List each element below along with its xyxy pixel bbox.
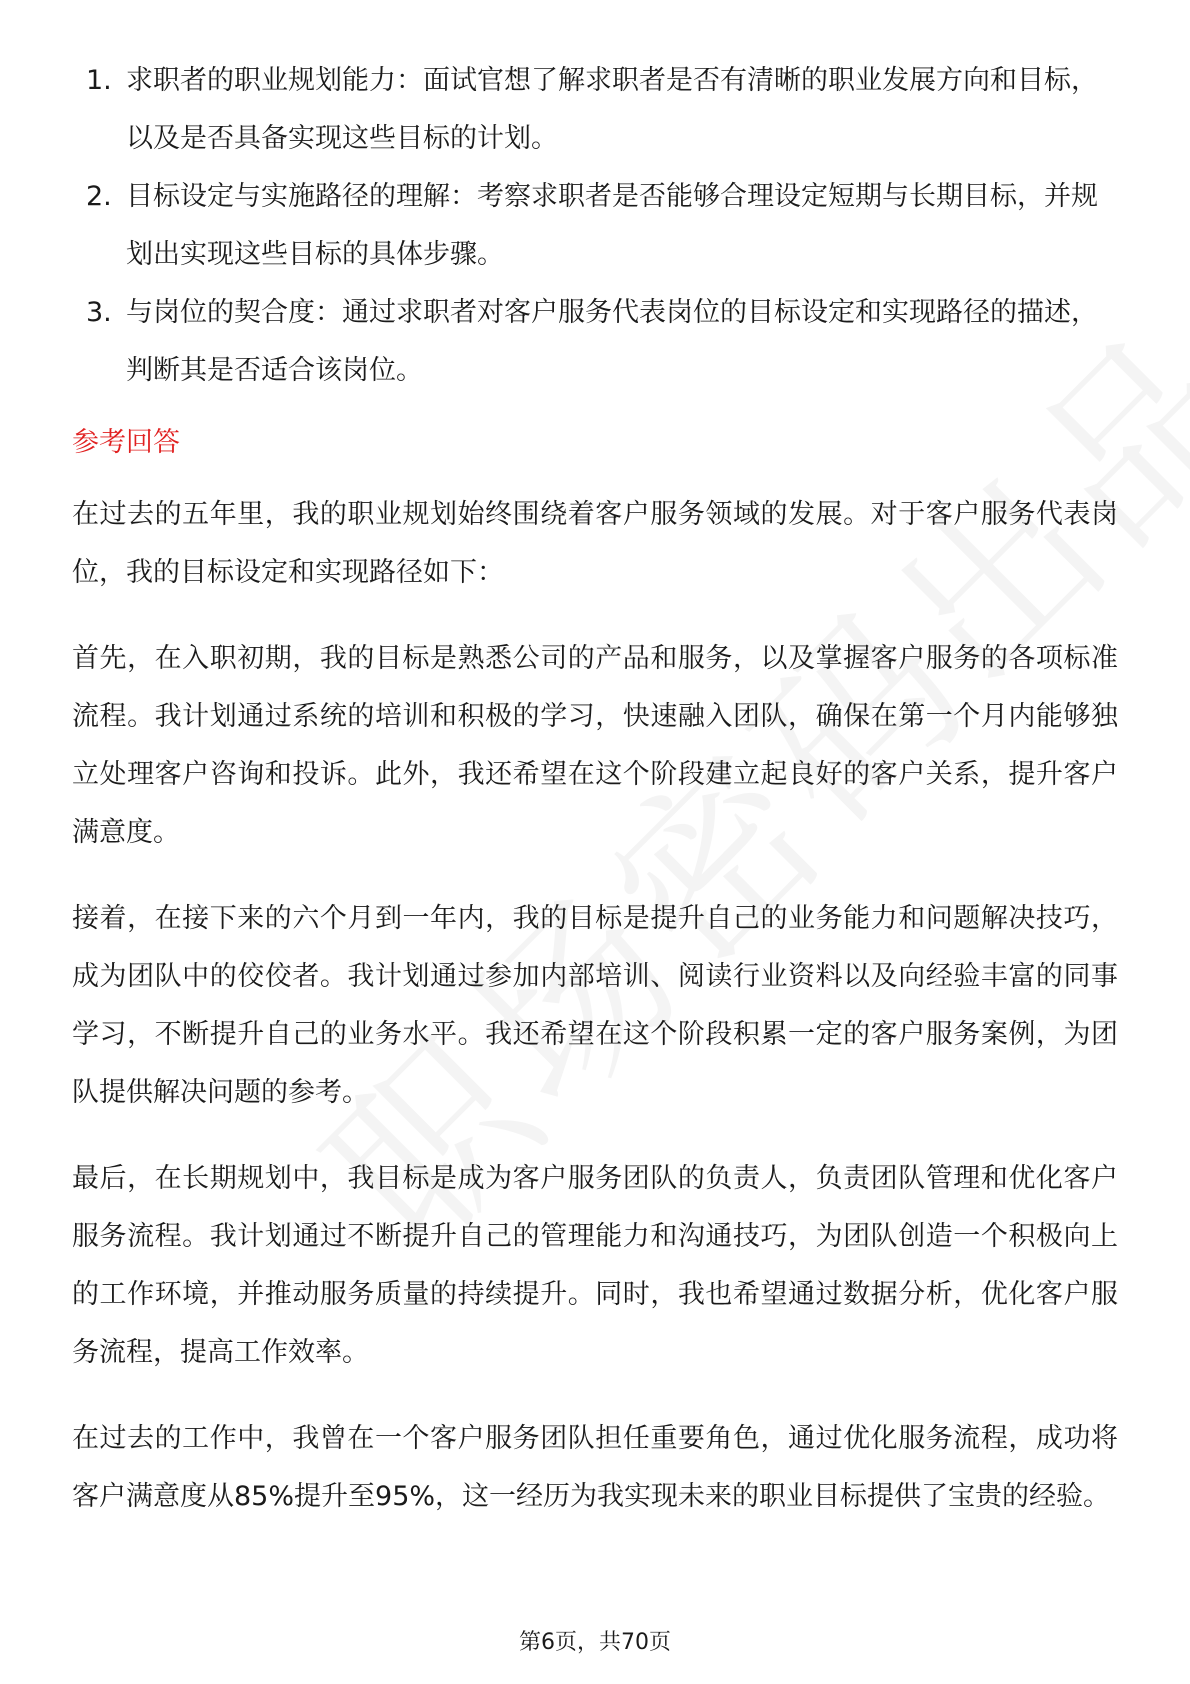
content <box>72 52 1118 1554</box>
answer-paragraph: 首先，在入职初期，我的目标是熟悉公司的产品和服务，以及掌握客户服务的各项标准流程。我计划通过系统的培训和积极的学习，快速融入团队，确保在第一个月内能够独立处理客户咨询和投诉。此外，我还希望在这个阶段建立起良好的客户关系，提升客户满意度。 <box>72 643 1118 848</box>
criteria-list <box>72 52 1118 400</box>
list-number: 2. <box>86 181 112 212</box>
answer-paragraph: 在过去的五年里，我的职业规划始终围绕着客户服务领域的发展。对于客户服务代表岗位，我的目标设定和实现路径如下： <box>72 499 1118 588</box>
answer-paragraph: 接着，在接下来的六个月到一年内，我的目标是提升自己的业务能力和问题解决技巧，成为团队中的佼佼者。我计划通过参加内部培训、阅读行业资料以及向经验丰富的同事学习，不断提升自己的业务水平。我还希望在这个阶段积累一定的客户服务案例，为团队提供解决问题的参考。 <box>72 903 1118 1108</box>
list-item <box>72 168 1118 284</box>
list-item <box>72 52 1118 168</box>
list-item-text: 求职者的职业规划能力：面试官想了解求职者是否有清晰的职业发展方向和目标，以及是否具备实现这些目标的计划。 <box>126 65 1098 154</box>
answer-section-title: 参考回答 <box>72 427 180 458</box>
answer-paragraph: 在过去的工作中，我曾在一个客户服务团队担任重要角色，通过优化服务流程，成功将客户满意度从85%提升至95%，这一经历为我实现未来的职业目标提供了宝贵的经验。 <box>72 1423 1118 1512</box>
list-number: 1. <box>86 65 112 96</box>
page-footer: 第6页，共70页 <box>519 1630 671 1655</box>
answer-paragraph: 最后，在长期规划中，我目标是成为客户服务团队的负责人，负责团队管理和优化客户服务流程。我计划通过不断提升自己的管理能力和沟通技巧，为团队创造一个积极向上的工作环境，并推动服务质量的持续提升。同时，我也希望通过数据分析，优化客户服务流程，提高工作效率。 <box>72 1163 1118 1368</box>
list-number: 3. <box>86 297 112 328</box>
list-item-text: 与岗位的契合度：通过求职者对客户服务代表岗位的目标设定和实现路径的描述，判断其是否适合该岗位。 <box>126 297 1098 386</box>
list-item <box>72 284 1118 400</box>
list-item-text: 目标设定与实施路径的理解：考察求职者是否能够合理设定短期与长期目标，并规划出实现这些目标的具体步骤。 <box>126 181 1098 270</box>
